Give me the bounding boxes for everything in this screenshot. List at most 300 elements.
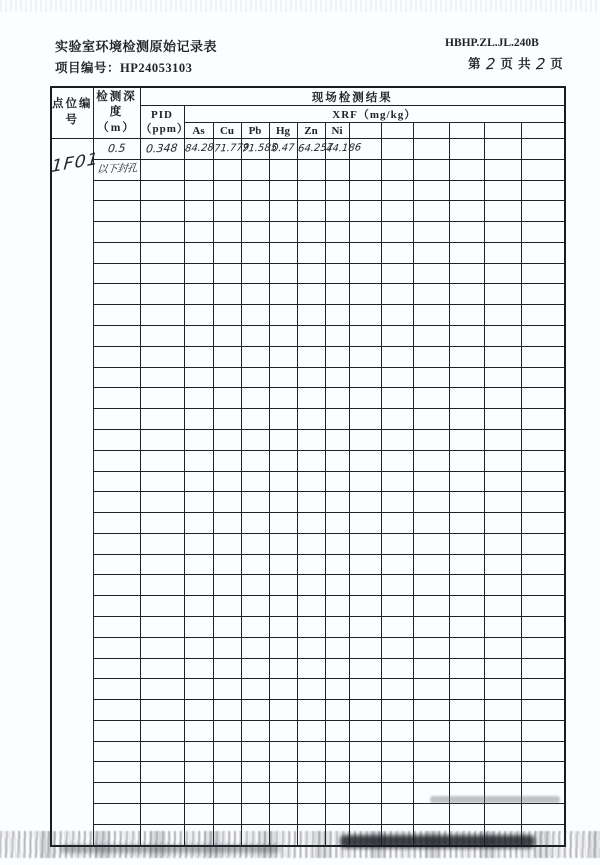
element-cell bbox=[241, 201, 269, 222]
element-cell bbox=[241, 284, 269, 305]
element-cell bbox=[297, 201, 325, 222]
empty-cell bbox=[484, 762, 521, 783]
depth-cell bbox=[93, 242, 140, 263]
empty-cell bbox=[349, 596, 381, 617]
empty-cell bbox=[413, 367, 449, 388]
table-row bbox=[51, 201, 565, 222]
element-cell bbox=[297, 741, 325, 762]
element-cell bbox=[241, 741, 269, 762]
element-cell bbox=[241, 429, 269, 450]
empty-cell bbox=[449, 720, 484, 741]
empty-cell bbox=[381, 533, 413, 554]
empty-cell bbox=[484, 554, 521, 575]
element-cell bbox=[184, 804, 213, 825]
element-cell bbox=[213, 263, 241, 284]
table-row bbox=[51, 388, 565, 409]
element-cell bbox=[184, 159, 213, 180]
empty-cell bbox=[349, 741, 381, 762]
element-cell bbox=[184, 139, 213, 160]
element-cell bbox=[241, 658, 269, 679]
element-cell bbox=[213, 492, 241, 513]
table-row bbox=[51, 429, 565, 450]
empty-cell bbox=[413, 139, 449, 160]
empty-cell bbox=[521, 284, 565, 305]
element-cell bbox=[297, 700, 325, 721]
table-row bbox=[51, 409, 565, 430]
table-row bbox=[51, 637, 565, 658]
empty-header-cell bbox=[413, 123, 449, 139]
element-cell bbox=[241, 637, 269, 658]
element-cell bbox=[297, 596, 325, 617]
pid-cell bbox=[140, 305, 184, 326]
empty-cell bbox=[381, 159, 413, 180]
empty-cell bbox=[413, 326, 449, 347]
element-cell bbox=[213, 159, 241, 180]
element-cell bbox=[269, 263, 297, 284]
element-cell bbox=[241, 616, 269, 637]
element-cell bbox=[297, 783, 325, 804]
element-cell bbox=[184, 222, 213, 243]
element-cell bbox=[297, 575, 325, 596]
depth-cell bbox=[93, 554, 140, 575]
table-row bbox=[51, 180, 565, 201]
empty-cell bbox=[521, 720, 565, 741]
empty-cell bbox=[413, 388, 449, 409]
pid-cell bbox=[140, 679, 184, 700]
empty-cell bbox=[349, 326, 381, 347]
element-cell bbox=[241, 513, 269, 534]
table-row bbox=[51, 492, 565, 513]
element-cell bbox=[269, 346, 297, 367]
element-cell bbox=[241, 762, 269, 783]
pid-cell bbox=[140, 616, 184, 637]
element-cell bbox=[184, 658, 213, 679]
empty-cell bbox=[521, 471, 565, 492]
depth-cell bbox=[93, 409, 140, 430]
element-cell bbox=[213, 720, 241, 741]
element-cell bbox=[241, 783, 269, 804]
element-cell bbox=[241, 492, 269, 513]
pid-header-unit: （ppm） bbox=[140, 123, 189, 135]
element-cell bbox=[269, 679, 297, 700]
empty-cell bbox=[413, 346, 449, 367]
element-cell bbox=[269, 450, 297, 471]
pid-cell bbox=[140, 804, 184, 825]
empty-cell bbox=[484, 637, 521, 658]
table-row bbox=[51, 326, 565, 347]
table-row bbox=[51, 450, 565, 471]
element-cell bbox=[325, 637, 349, 658]
empty-cell bbox=[449, 804, 484, 825]
header-row-results bbox=[51, 87, 565, 106]
element-cell bbox=[269, 616, 297, 637]
empty-cell bbox=[521, 450, 565, 471]
empty-cell bbox=[413, 700, 449, 721]
element-cell bbox=[269, 513, 297, 534]
element-cell bbox=[241, 720, 269, 741]
empty-cell bbox=[521, 804, 565, 825]
element-cell bbox=[325, 409, 349, 430]
empty-cell bbox=[413, 180, 449, 201]
empty-cell bbox=[484, 492, 521, 513]
empty-cell bbox=[449, 201, 484, 222]
element-cell bbox=[325, 159, 349, 180]
depth-cell bbox=[93, 159, 140, 180]
element-cell bbox=[297, 533, 325, 554]
depth-cell bbox=[93, 679, 140, 700]
element-cell bbox=[184, 783, 213, 804]
empty-cell bbox=[413, 450, 449, 471]
empty-cell bbox=[381, 554, 413, 575]
element-cell bbox=[325, 741, 349, 762]
empty-header-cell bbox=[484, 123, 521, 139]
element-cell bbox=[241, 388, 269, 409]
empty-cell bbox=[484, 596, 521, 617]
empty-cell bbox=[413, 242, 449, 263]
empty-cell bbox=[521, 263, 565, 284]
depth-cell bbox=[93, 492, 140, 513]
element-cell bbox=[325, 700, 349, 721]
element-cell bbox=[269, 242, 297, 263]
pid-cell bbox=[140, 263, 184, 284]
empty-cell bbox=[381, 471, 413, 492]
empty-cell bbox=[381, 783, 413, 804]
element-cell bbox=[269, 180, 297, 201]
element-cell bbox=[269, 367, 297, 388]
depth-cell-value: 以下封孔 bbox=[95, 162, 138, 176]
empty-cell bbox=[413, 263, 449, 284]
element-cell bbox=[213, 783, 241, 804]
empty-header-cell bbox=[381, 123, 413, 139]
empty-cell bbox=[349, 201, 381, 222]
empty-cell bbox=[484, 575, 521, 596]
empty-cell bbox=[449, 429, 484, 450]
empty-cell bbox=[484, 616, 521, 637]
empty-cell bbox=[449, 596, 484, 617]
empty-cell bbox=[521, 513, 565, 534]
empty-cell bbox=[413, 804, 449, 825]
empty-cell bbox=[484, 201, 521, 222]
element-cell bbox=[213, 658, 241, 679]
element-cell bbox=[184, 700, 213, 721]
element-cell bbox=[213, 471, 241, 492]
empty-cell bbox=[413, 679, 449, 700]
element-cell bbox=[325, 492, 349, 513]
element-cell bbox=[269, 658, 297, 679]
depth-cell bbox=[93, 700, 140, 721]
empty-cell bbox=[521, 367, 565, 388]
element-cell bbox=[269, 741, 297, 762]
element-cell-value: 84.28 bbox=[183, 142, 214, 155]
element-cell bbox=[241, 450, 269, 471]
element-cell bbox=[241, 180, 269, 201]
empty-cell bbox=[349, 367, 381, 388]
empty-cell bbox=[484, 305, 521, 326]
pid-cell bbox=[140, 409, 184, 430]
empty-cell bbox=[349, 222, 381, 243]
element-cell bbox=[297, 180, 325, 201]
element-cell bbox=[184, 346, 213, 367]
element-cell bbox=[297, 513, 325, 534]
element-cell bbox=[269, 326, 297, 347]
element-cell bbox=[325, 513, 349, 534]
empty-cell bbox=[521, 679, 565, 700]
element-cell bbox=[184, 284, 213, 305]
depth-cell bbox=[93, 471, 140, 492]
empty-cell bbox=[413, 513, 449, 534]
empty-cell bbox=[413, 492, 449, 513]
element-cell bbox=[184, 720, 213, 741]
empty-cell bbox=[413, 533, 449, 554]
element-cell bbox=[297, 720, 325, 741]
empty-cell bbox=[484, 284, 521, 305]
doc-code: HBHP.ZL.JL.240B bbox=[445, 37, 539, 49]
table-row bbox=[51, 139, 565, 160]
element-cell bbox=[325, 575, 349, 596]
element-cell bbox=[213, 533, 241, 554]
pid-cell bbox=[140, 762, 184, 783]
empty-cell bbox=[484, 513, 521, 534]
empty-cell bbox=[349, 159, 381, 180]
element-header-as: As bbox=[184, 123, 213, 139]
element-cell bbox=[184, 305, 213, 326]
depth-cell bbox=[93, 533, 140, 554]
element-cell-value: 0.47 bbox=[271, 143, 295, 155]
element-cell bbox=[241, 305, 269, 326]
table-row bbox=[51, 575, 565, 596]
element-cell bbox=[269, 783, 297, 804]
empty-cell bbox=[521, 201, 565, 222]
empty-cell bbox=[484, 679, 521, 700]
empty-cell bbox=[381, 492, 413, 513]
element-cell bbox=[325, 450, 349, 471]
empty-cell bbox=[381, 596, 413, 617]
point-id-header: 点位编号 bbox=[51, 87, 93, 139]
table-row bbox=[51, 596, 565, 617]
empty-cell bbox=[381, 201, 413, 222]
empty-cell bbox=[381, 388, 413, 409]
page-current-value: 2 bbox=[485, 54, 497, 74]
empty-cell bbox=[449, 679, 484, 700]
pid-cell bbox=[140, 513, 184, 534]
empty-cell bbox=[381, 741, 413, 762]
element-cell bbox=[297, 222, 325, 243]
element-cell bbox=[269, 409, 297, 430]
empty-cell bbox=[413, 222, 449, 243]
element-cell bbox=[325, 263, 349, 284]
element-cell bbox=[269, 429, 297, 450]
empty-cell bbox=[349, 242, 381, 263]
table-row bbox=[51, 346, 565, 367]
empty-cell bbox=[381, 429, 413, 450]
empty-cell bbox=[449, 554, 484, 575]
empty-cell bbox=[449, 222, 484, 243]
element-cell bbox=[297, 409, 325, 430]
element-cell bbox=[213, 222, 241, 243]
element-cell bbox=[297, 284, 325, 305]
table-row bbox=[51, 616, 565, 637]
empty-cell bbox=[449, 616, 484, 637]
empty-cell bbox=[484, 367, 521, 388]
element-cell bbox=[213, 762, 241, 783]
pid-cell bbox=[140, 242, 184, 263]
empty-cell bbox=[381, 575, 413, 596]
depth-cell bbox=[93, 346, 140, 367]
empty-cell bbox=[521, 180, 565, 201]
pid-cell bbox=[140, 284, 184, 305]
empty-cell bbox=[521, 596, 565, 617]
empty-cell bbox=[449, 409, 484, 430]
element-cell bbox=[269, 201, 297, 222]
element-cell bbox=[325, 305, 349, 326]
empty-cell bbox=[484, 263, 521, 284]
element-cell bbox=[297, 429, 325, 450]
element-cell bbox=[269, 804, 297, 825]
empty-cell bbox=[349, 429, 381, 450]
empty-cell bbox=[484, 409, 521, 430]
element-cell bbox=[325, 554, 349, 575]
empty-cell bbox=[484, 180, 521, 201]
empty-cell bbox=[413, 159, 449, 180]
element-cell bbox=[213, 242, 241, 263]
record-table-body bbox=[51, 139, 565, 846]
table-row bbox=[51, 305, 565, 326]
page-title: 实验室环境检测原始记录表 bbox=[55, 39, 218, 54]
element-cell bbox=[269, 637, 297, 658]
pid-cell bbox=[140, 429, 184, 450]
element-cell bbox=[325, 284, 349, 305]
pid-cell bbox=[140, 326, 184, 347]
element-cell-value: 64.257 bbox=[296, 142, 334, 155]
empty-cell bbox=[449, 242, 484, 263]
element-cell bbox=[297, 367, 325, 388]
element-cell bbox=[325, 180, 349, 201]
empty-cell bbox=[349, 513, 381, 534]
element-cell bbox=[184, 596, 213, 617]
empty-cell bbox=[381, 263, 413, 284]
empty-cell bbox=[349, 783, 381, 804]
results-group-header: 现场检测结果 bbox=[140, 87, 565, 106]
empty-cell bbox=[449, 533, 484, 554]
element-cell bbox=[297, 679, 325, 700]
depth-cell bbox=[93, 720, 140, 741]
empty-cell bbox=[349, 305, 381, 326]
element-cell bbox=[213, 450, 241, 471]
depth-cell bbox=[93, 741, 140, 762]
element-cell-value: 71.779 bbox=[212, 142, 250, 155]
empty-cell bbox=[413, 284, 449, 305]
element-cell bbox=[297, 263, 325, 284]
scan-smudge bbox=[430, 796, 560, 803]
empty-cell bbox=[381, 326, 413, 347]
empty-cell bbox=[413, 554, 449, 575]
empty-cell bbox=[381, 762, 413, 783]
element-cell bbox=[269, 554, 297, 575]
table-header bbox=[51, 87, 565, 139]
empty-cell bbox=[349, 409, 381, 430]
depth-cell bbox=[93, 305, 140, 326]
depth-cell bbox=[93, 388, 140, 409]
empty-cell bbox=[349, 533, 381, 554]
empty-cell bbox=[413, 616, 449, 637]
element-cell bbox=[213, 596, 241, 617]
empty-cell bbox=[484, 222, 521, 243]
empty-cell bbox=[413, 305, 449, 326]
pid-cell bbox=[140, 492, 184, 513]
pid-cell bbox=[140, 637, 184, 658]
element-cell bbox=[241, 471, 269, 492]
element-cell bbox=[213, 429, 241, 450]
element-cell bbox=[184, 554, 213, 575]
pid-cell bbox=[140, 346, 184, 367]
pid-header bbox=[140, 106, 189, 139]
element-cell bbox=[297, 616, 325, 637]
empty-cell bbox=[381, 513, 413, 534]
empty-cell bbox=[521, 159, 565, 180]
empty-cell bbox=[484, 326, 521, 347]
element-cell bbox=[241, 367, 269, 388]
depth-cell bbox=[93, 201, 140, 222]
empty-cell bbox=[349, 471, 381, 492]
element-cell bbox=[325, 804, 349, 825]
element-cell bbox=[213, 700, 241, 721]
empty-cell bbox=[521, 492, 565, 513]
depth-cell bbox=[93, 429, 140, 450]
table-row bbox=[51, 284, 565, 305]
empty-cell bbox=[521, 388, 565, 409]
element-cell bbox=[213, 554, 241, 575]
element-cell bbox=[325, 762, 349, 783]
empty-cell bbox=[413, 596, 449, 617]
table-row bbox=[51, 471, 565, 492]
element-cell bbox=[184, 242, 213, 263]
empty-cell bbox=[449, 637, 484, 658]
empty-cell bbox=[521, 139, 565, 160]
empty-cell bbox=[349, 720, 381, 741]
element-cell bbox=[269, 492, 297, 513]
project-number-line bbox=[55, 58, 192, 76]
pid-cell bbox=[140, 450, 184, 471]
empty-cell bbox=[349, 180, 381, 201]
element-cell bbox=[241, 533, 269, 554]
element-cell bbox=[184, 201, 213, 222]
element-cell bbox=[184, 513, 213, 534]
element-cell bbox=[241, 242, 269, 263]
depth-cell bbox=[93, 616, 140, 637]
pid-cell bbox=[140, 201, 184, 222]
empty-cell bbox=[413, 720, 449, 741]
depth-cell bbox=[93, 762, 140, 783]
element-cell bbox=[325, 471, 349, 492]
element-cell bbox=[269, 700, 297, 721]
empty-header-cell bbox=[349, 123, 381, 139]
table-row bbox=[51, 159, 565, 180]
depth-cell bbox=[93, 450, 140, 471]
empty-cell bbox=[449, 450, 484, 471]
element-header-zn: Zn bbox=[297, 123, 325, 139]
element-cell bbox=[184, 450, 213, 471]
table-row bbox=[51, 554, 565, 575]
element-cell bbox=[325, 783, 349, 804]
page-label-suffix: 页 bbox=[550, 57, 564, 71]
element-cell bbox=[241, 679, 269, 700]
element-cell bbox=[325, 388, 349, 409]
depth-cell bbox=[93, 637, 140, 658]
empty-cell bbox=[521, 346, 565, 367]
empty-cell bbox=[381, 180, 413, 201]
empty-cell bbox=[521, 326, 565, 347]
empty-cell bbox=[413, 429, 449, 450]
